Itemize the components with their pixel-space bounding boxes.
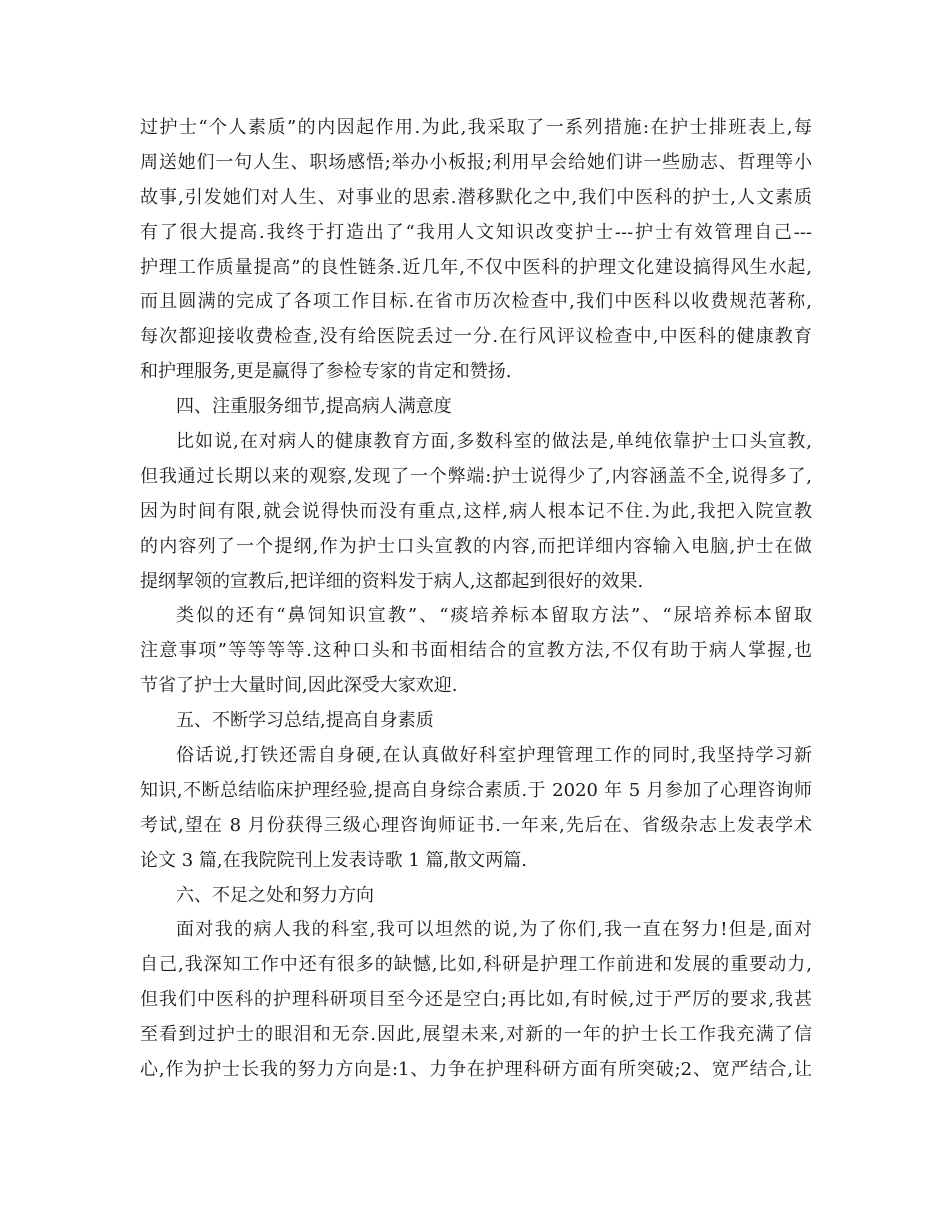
text-line: 俗话说,打铁还需自身硬,在认真做好科室护理管理工作的同时,我坚持学习新 — [176, 745, 812, 767]
text-line: 四、注重服务细节,提高病人满意度 — [176, 396, 452, 418]
text-line: 六、不足之处和努力方向 — [176, 884, 374, 906]
text-line: 故事,引发她们对人生、对事业的思索.潜移默化之中,我们中医科的护士,人文素质 — [140, 186, 812, 208]
text-line: 比如说,在对病人的健康教育方面,多数科室的做法是,单纯依靠护士口头宣教, — [176, 431, 812, 453]
text-line: 有了很大提高.我终于打造出了“我用人文知识改变护士---护士有效管理自己--- — [140, 221, 812, 243]
text-line: 而且圆满的完成了各项工作目标.在省市历次检查中,我们中医科以收费规范著称, — [140, 291, 812, 313]
text-line: 周送她们一句人生、职场感悟;举办小板报;利用早会给她们讲一些励志、哲理等小 — [140, 151, 812, 173]
text-line: 至看到过护士的眼泪和无奈.因此,展望未来,对新的一年的护士长工作我充满了信 — [140, 1024, 812, 1046]
text-line: 提纲挈领的宣教后,把详细的资料发于病人,这都起到很好的效果. — [140, 570, 644, 592]
document-body — [140, 111, 812, 1088]
text-line: 注意事项”等等等等.这种口头和书面相结合的宣教方法,不仅有助于病人掌握,也 — [140, 640, 812, 662]
text-line: 五、不断学习总结,提高自身素质 — [176, 710, 434, 732]
text-line: 每次都迎接收费检查,没有给医院丢过一分.在行风评议检查中,中医科的健康教育 — [140, 326, 812, 348]
text-line: 护理工作质量提高”的良性链条.近几年,不仅中医科的护理文化建设搞得风生水起, — [140, 256, 812, 278]
text-line: 和护理服务,更是赢得了参检专家的肯定和赞扬. — [140, 361, 512, 383]
text-line: 因为时间有限,就会说得快而没有重点,这样,病人根本记不住.为此,我把入院宣教 — [140, 500, 812, 522]
text-line: 考试,望在 8 月份获得三级心理咨询师证书.一年来,先后在、省级杂志上发表学术 — [140, 814, 812, 836]
text-line: 但我们中医科的护理科研项目至今还是空白;再比如,有时候,过于严厉的要求,我甚 — [140, 989, 812, 1011]
text-line: 但我通过长期以来的观察,发现了一个弊端:护士说得少了,内容涵盖不全,说得多了, — [140, 465, 812, 487]
text-line: 过护士“个人素质”的内因起作用.为此,我采取了一系列措施:在护士排班表上,每 — [140, 117, 812, 138]
text-line: 自己,我深知工作中还有很多的缺憾,比如,科研是护理工作前进和发展的重要动力, — [140, 954, 812, 976]
text-line: 节省了护士大量时间,因此深受大家欢迎. — [140, 675, 458, 697]
text-line: 的内容列了一个提纲,作为护士口头宣教的内容,而把详细内容输入电脑,护士在做 — [140, 535, 812, 557]
text-line: 面对我的病人我的科室,我可以坦然的说,为了你们,我一直在努力!但是,面对 — [176, 919, 812, 941]
text-line: 知识,不断总结临床护理经验,提高自身综合素质.于 2020 年 5 月参加了心理咨询师 — [140, 779, 812, 801]
text-line: 类似的还有“鼻饲知识宣教”、“痰培养标本留取方法”、“尿培养标本留取 — [176, 605, 812, 627]
text-line: 论文 3 篇,在我院院刊上发表诗歌 1 篇,散文两篇. — [140, 849, 527, 871]
text-line: 心,作为护士长我的努力方向是:1、力争在护理科研方面有所突破;2、宽严结合,让 — [140, 1059, 812, 1081]
